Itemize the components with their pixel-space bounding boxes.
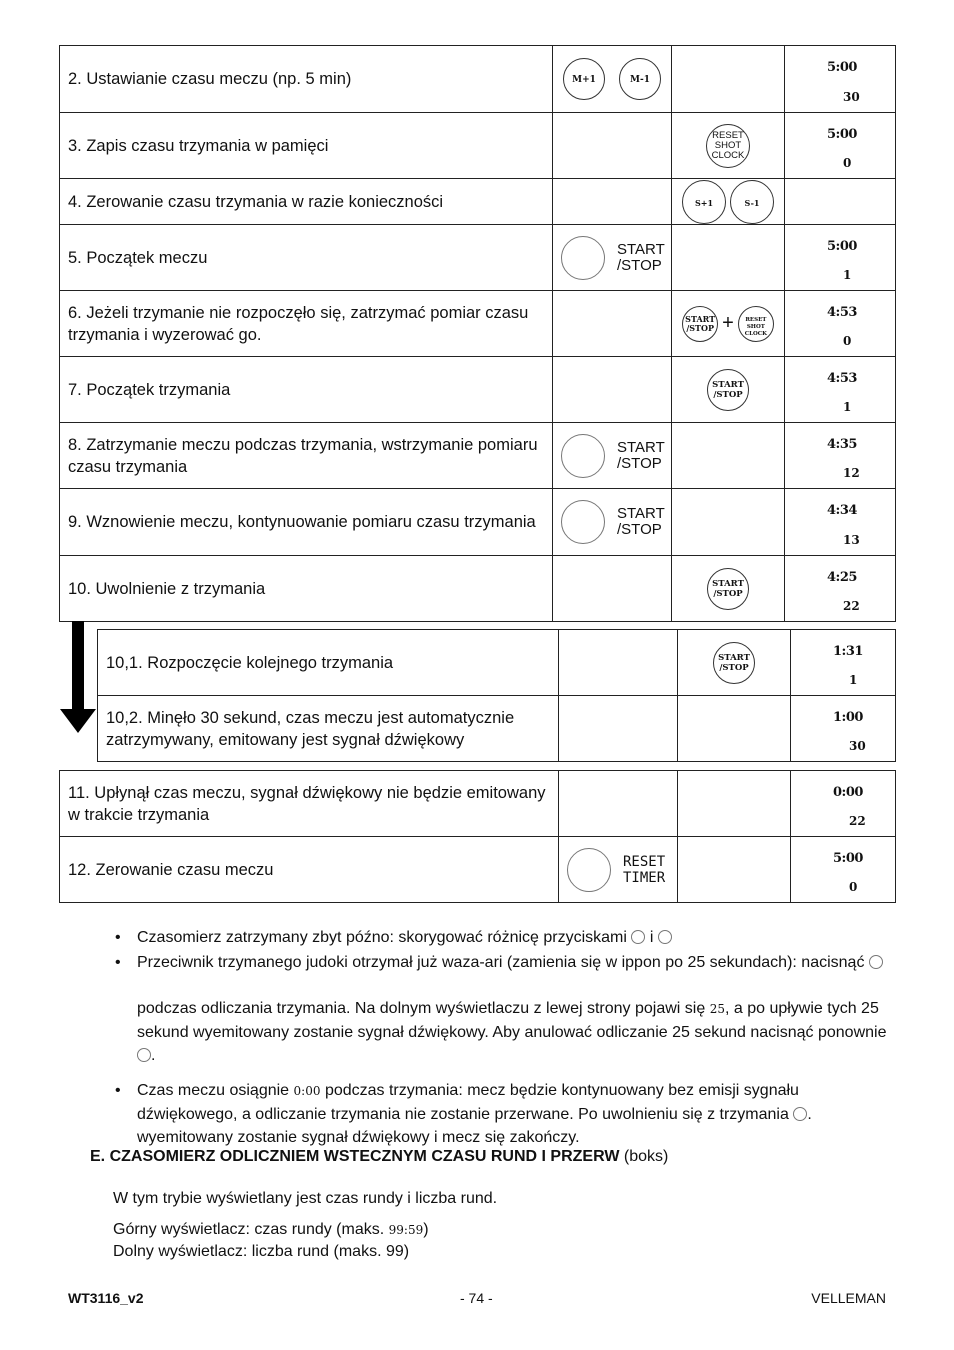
table-row [60,357,896,423]
table-row [60,291,896,357]
plus-sign: + [722,312,734,334]
s-plus-button-icon: S+1 [682,180,726,224]
start-stop-button-icon: START /STOP [707,369,749,411]
step-description: 7. Początek trzymania [60,357,553,423]
display-readout [785,179,896,225]
start-stop-button-icon: START /STOP [713,642,755,684]
display-readout: 0:00 22 [791,771,896,837]
reset-timer-button-icon [567,848,611,892]
step-description: 12. Zerowanie czasu meczu [60,837,559,903]
display-readout: 4:25 22 [785,556,896,622]
table-row [98,630,896,696]
display-readout: 5:00 1 [785,225,896,291]
display-readout: 4:35 12 [785,423,896,489]
notes-list [115,926,895,1149]
m-minus-button-icon: M-1 [619,58,661,100]
section-paragraph: Górny wyświetlacz: czas rundy (maks. 99:59) Dolny wyświetlacz: liczba rund (maks. 99) [113,1221,429,1260]
step-description: 11. Upłynął czas meczu, sygnał dźwiękowy nie będzie emitowany w trakcie trzymania [60,771,559,837]
table-row [60,556,896,622]
reset-shot-clock-mini-icon [137,1048,151,1062]
display-readout: 1:00 30 [791,696,896,762]
step-description: 6. Jeżeli trzymanie nie rozpoczęło się, zatrzymać pomiar czasu trzymania i wyzerować go. [60,291,553,357]
down-arrow-icon [60,621,96,733]
section-paragraph: W tym trybie wyświetlany jest czas rundy i liczba rund. [113,1190,498,1207]
s-minus-mini-icon [658,930,672,944]
steps-table-end [59,770,896,903]
steps-table-main [59,45,896,622]
list-item: • Czasomierz zatrzymany zbyt późno: skorygować różnicę przyciskami i [115,926,895,949]
table-row [60,489,896,556]
step-description: 8. Zatrzymanie meczu podczas trzymania, wstrzymanie pomiaru czasu trzymania [60,423,553,489]
table-row [60,225,896,291]
step-description: 9. Wznowienie meczu, kontynuowanie pomiaru czasu trzymania [60,489,553,556]
table-row [60,46,896,113]
start-stop-button-icon [561,434,605,478]
start-stop-button-icon [561,500,605,544]
display-readout: 4:53 1 [785,357,896,423]
footer-model: WT3116_v2 [68,1290,144,1306]
step-description: 2. Ustawianie czasu meczu (np. 5 min) [60,46,553,113]
display-readout: 4:53 0 [785,291,896,357]
step-description: 5. Początek meczu [60,225,553,291]
start-stop-label: START /STOP [617,505,665,538]
display-readout: 5:00 0 [791,837,896,903]
reset-shot-clock-button-icon: RESET SHOT CLOCK [738,306,774,342]
list-item: • Czas meczu osiągnie 0:00 podczas trzymania: mecz będzie kontynuowany bez emisji sygnału dźwiękowego, a odliczanie trzymania nie zostanie przerwane. Po uwolnieniu się z trzymania . wyemitowany zostanie sygnał dźwiękowy i mecz się zakończy. [115,1079,895,1149]
steps-table-sub [97,629,896,762]
step-description: 3. Zapis czasu trzymania w pamięci [60,113,553,179]
m-plus-button-icon: M+1 [563,58,605,100]
step-description: 10,2. Minęło 30 sekund, czas meczu jest automatycznie zatrzymywany, emitowany jest sygnał dźwiękowy [98,696,559,762]
table-row [60,837,896,903]
table-row [98,696,896,762]
step-description: 10,1. Rozpoczęcie kolejnego trzymania [98,630,559,696]
reset-timer-label: RESET TIMER [623,853,666,886]
start-stop-label: START /STOP [617,240,665,274]
step-description: 4. Zerowanie czasu trzymania w razie konieczności [60,179,553,225]
start-stop-mini-icon [793,1107,807,1121]
footer-brand: VELLEMAN [811,1290,886,1306]
reset-shot-clock-button-icon: RESET SHOT CLOCK [706,124,750,168]
table-row [60,179,896,225]
start-stop-button-icon: START /STOP [682,306,718,342]
start-stop-button-icon: START /STOP [707,568,749,610]
table-row [60,423,896,489]
table-row [60,113,896,179]
list-item: • Przeciwnik trzymanego judoki otrzymał już waza-ari (zamienia się w ippon po 25 sekundach): nacisnąć podczas odliczania trzymania. Na dolnym wyświetlaczu z lewej strony pojawi się 25, a po upływie tych 25 sekund wyemitowany zostanie sygnał dźwiękowy. Aby anulować odliczanie 25 sekund nacisnąć ponownie . [115,951,895,1067]
display-readout: 1:31 1 [791,630,896,696]
start-stop-label: START /STOP [617,438,665,472]
display-readout: 5:00 0 [785,113,896,179]
s-minus-button-icon: S-1 [730,180,774,224]
display-readout: 4:34 13 [785,489,896,556]
reset-shot-clock-mini-icon [869,955,883,969]
section-title: E. CZASOMIERZ ODLICZNIEM WSTECZNYM CZASU RUND I PRZERW (boks) [90,1148,669,1165]
table-row [60,771,896,837]
start-stop-button-icon [561,236,605,280]
s-plus-mini-icon [631,930,645,944]
display-readout: 5:00 30 [785,46,896,113]
step-description: 10. Uwolnienie z trzymania [60,556,553,622]
footer-page-number: - 74 - [460,1290,493,1306]
